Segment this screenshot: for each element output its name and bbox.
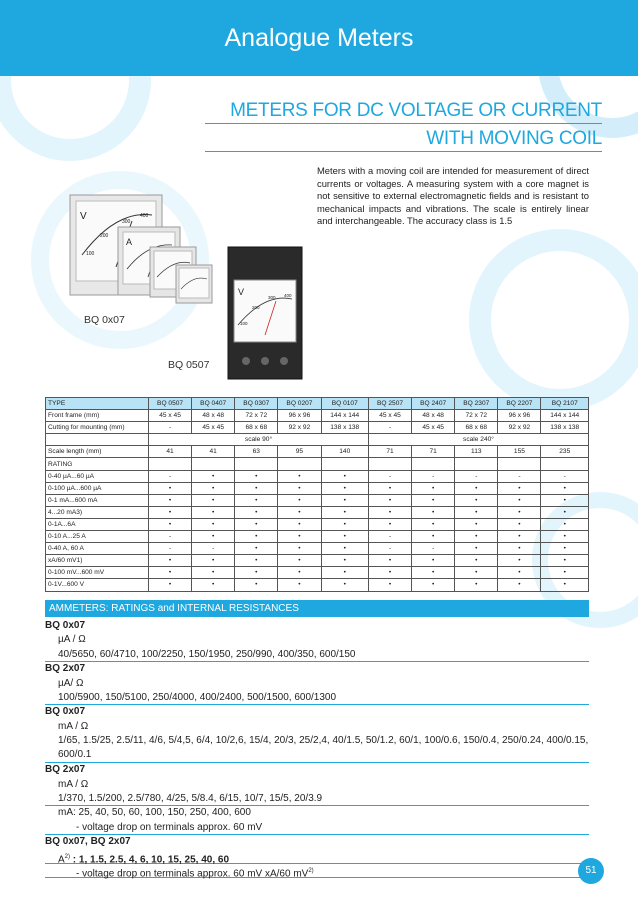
table-cell: 41 bbox=[192, 446, 235, 458]
rating-mark: • bbox=[368, 567, 411, 579]
rating-values: 1/370, 1.5/200, 2.5/780, 4/25, 5/8.4, 6/15, 10/7, 15/5, 20/3.9 bbox=[45, 792, 589, 806]
rating-mark: • bbox=[541, 555, 589, 567]
table-row bbox=[46, 470, 589, 482]
rating-mark: • bbox=[412, 567, 455, 579]
model-heading: BQ 0x07 bbox=[45, 620, 86, 631]
table-cell: 72 x 72 bbox=[455, 410, 498, 422]
ammeters-ratings bbox=[45, 619, 589, 878]
table-cell: - bbox=[149, 422, 192, 434]
rating-mark: • bbox=[321, 567, 368, 579]
table-row bbox=[46, 482, 589, 494]
rating-mark: • bbox=[321, 518, 368, 530]
scale-240-cell: scale 240° bbox=[368, 434, 588, 446]
rating-values: 40/5650, 60/4710, 100/2250, 150/1950, 250/990, 400/350, 600/150 bbox=[45, 648, 589, 662]
rating-mark: • bbox=[278, 543, 321, 555]
superscript: 2) bbox=[64, 853, 71, 860]
table-cell: 96 x 96 bbox=[278, 410, 321, 422]
meters-product-photo bbox=[60, 185, 310, 385]
rating-mark: • bbox=[278, 470, 321, 482]
superscript: 2) bbox=[308, 868, 314, 875]
rating-values: 1/65, 1.5/25, 2.5/11, 4/6, 5/4,5, 6/4, 10/2,6, 15/4, 20/3, 25/2,4, 40/1.5, 50/1.2, 60/1, 100/0.6, 150/0.4, 250/0.24, 400/0.15, 600/0.1 bbox=[45, 734, 589, 763]
table-cell: - bbox=[368, 422, 411, 434]
rating-mark: - bbox=[149, 470, 192, 482]
rating-mark: • bbox=[541, 482, 589, 494]
rating-mark: • bbox=[235, 543, 278, 555]
scale-label: 100 bbox=[86, 251, 95, 257]
table-cell bbox=[278, 458, 321, 470]
table-cell bbox=[455, 458, 498, 470]
rating-mark: • bbox=[498, 579, 541, 591]
table-cell bbox=[149, 458, 192, 470]
table-row bbox=[46, 458, 589, 470]
rating-mark: - bbox=[192, 543, 235, 555]
rating-list: : 1, 1.5, 2.5, 4, 6, 10, 15, 25, 40, 60 bbox=[70, 853, 230, 865]
table-cell bbox=[192, 458, 235, 470]
table-cell: 96 x 96 bbox=[498, 410, 541, 422]
rating-mark: • bbox=[278, 531, 321, 543]
table-cell: 92 x 92 bbox=[278, 422, 321, 434]
rating-mark: • bbox=[455, 531, 498, 543]
table-cell: 235 bbox=[541, 446, 589, 458]
table-cell: RATING bbox=[46, 458, 149, 470]
table-cell: BQ 0507 bbox=[149, 398, 192, 410]
rating-mark: • bbox=[498, 506, 541, 518]
footnote bbox=[45, 864, 589, 878]
table-cell: 138 x 138 bbox=[541, 422, 589, 434]
unit-label: mA / Ω bbox=[58, 778, 89, 790]
rating-mark: - bbox=[498, 470, 541, 482]
rating-mark: • bbox=[321, 506, 368, 518]
title-divider bbox=[205, 123, 602, 124]
scale-90-cell: scale 90° bbox=[149, 434, 369, 446]
table-cell bbox=[541, 458, 589, 470]
table-cell: 48 x 48 bbox=[192, 410, 235, 422]
model-heading: BQ 2x07 bbox=[45, 663, 86, 675]
rating-mark: • bbox=[235, 470, 278, 482]
rating-mark: • bbox=[541, 579, 589, 591]
rating-mark: • bbox=[541, 531, 589, 543]
rating-values: mA: 25, 40, 50, 60, 100, 150, 250, 400, 600 bbox=[58, 807, 251, 819]
rating-mark: • bbox=[498, 518, 541, 530]
rating-label: 0-100 µA...600 µA bbox=[46, 482, 149, 494]
rating-mark: • bbox=[192, 494, 235, 506]
rating-mark: • bbox=[455, 518, 498, 530]
rating-mark: • bbox=[412, 494, 455, 506]
rating-mark: • bbox=[412, 518, 455, 530]
table-cell bbox=[368, 458, 411, 470]
table-cell: 45 x 45 bbox=[412, 422, 455, 434]
table-cell: 41 bbox=[149, 446, 192, 458]
rating-mark: - bbox=[368, 531, 411, 543]
scale-label: A bbox=[126, 237, 133, 247]
rating-label: 0-1A...6A bbox=[46, 518, 149, 530]
table-row bbox=[46, 555, 589, 567]
table-cell: 68 x 68 bbox=[455, 422, 498, 434]
rating-mark: • bbox=[368, 579, 411, 591]
rating-mark: • bbox=[321, 482, 368, 494]
rating-mark: • bbox=[541, 506, 589, 518]
table-cell: 45 x 45 bbox=[149, 410, 192, 422]
rating-mark: • bbox=[235, 482, 278, 494]
rating-mark: • bbox=[192, 518, 235, 530]
rating-mark: • bbox=[321, 531, 368, 543]
rating-mark: • bbox=[278, 482, 321, 494]
rating-values bbox=[45, 850, 589, 864]
table-cell bbox=[412, 458, 455, 470]
model-heading: BQ 0x07 bbox=[45, 706, 86, 718]
rating-mark: • bbox=[541, 494, 589, 506]
section-title-line2: WITH MOVING COIL bbox=[426, 128, 602, 149]
rating-mark: • bbox=[412, 506, 455, 518]
rating-mark: • bbox=[498, 531, 541, 543]
rating-mark: - bbox=[455, 470, 498, 482]
table-cell: BQ 2307 bbox=[455, 398, 498, 410]
rating-mark: • bbox=[149, 555, 192, 567]
table-row bbox=[46, 422, 589, 434]
table-row bbox=[46, 506, 589, 518]
rating-label: 0-40 µA...60 µA bbox=[46, 470, 149, 482]
rating-mark: • bbox=[321, 470, 368, 482]
rating-mark: - bbox=[149, 543, 192, 555]
rating-mark: • bbox=[368, 518, 411, 530]
table-cell: 48 x 48 bbox=[412, 410, 455, 422]
table-cell: BQ 0107 bbox=[321, 398, 368, 410]
rating-mark: • bbox=[541, 567, 589, 579]
rating-mark: • bbox=[321, 579, 368, 591]
table-cell: Scale length (mm) bbox=[46, 446, 149, 458]
rating-mark: • bbox=[278, 518, 321, 530]
scale-label: V bbox=[80, 211, 87, 222]
table-cell: 71 bbox=[368, 446, 411, 458]
rating-mark: • bbox=[149, 518, 192, 530]
rating-mark: • bbox=[235, 579, 278, 591]
rating-mark: • bbox=[149, 482, 192, 494]
rating-rows bbox=[46, 470, 589, 591]
table-cell bbox=[321, 458, 368, 470]
table-cell: 63 bbox=[235, 446, 278, 458]
rating-mark: - bbox=[412, 470, 455, 482]
intro-paragraph: Meters with a moving coil are intended for measurement of direct currents or voltages. A measuring system with a core magnet is not sensitive to external electromagnetic fields and is resistant to mechanical impacts and vibrations. The scale is entirely linear and interchangeable. The accuracy class is 1.5 bbox=[317, 165, 589, 227]
rating-mark: • bbox=[278, 506, 321, 518]
scale-label: 400 bbox=[140, 213, 149, 219]
rating-mark: • bbox=[192, 555, 235, 567]
rating-mark: • bbox=[455, 494, 498, 506]
rating-mark: • bbox=[235, 506, 278, 518]
unit-label: µA / Ω bbox=[58, 634, 86, 646]
rating-mark: - bbox=[412, 543, 455, 555]
table-row bbox=[46, 398, 589, 410]
rating-mark: • bbox=[278, 494, 321, 506]
rating-mark: • bbox=[368, 494, 411, 506]
scale-label: 300 bbox=[122, 219, 131, 225]
rating-mark: • bbox=[321, 543, 368, 555]
spec-table bbox=[45, 397, 589, 592]
rating-mark: • bbox=[498, 555, 541, 567]
table-cell: TYPE bbox=[46, 398, 149, 410]
rating-mark: • bbox=[498, 482, 541, 494]
rating-mark: • bbox=[498, 494, 541, 506]
table-row bbox=[46, 518, 589, 530]
rating-mark: - bbox=[368, 470, 411, 482]
table-cell: 68 x 68 bbox=[235, 422, 278, 434]
table-cell bbox=[46, 434, 149, 446]
unit-label: mA / Ω bbox=[58, 720, 89, 732]
footnote: - voltage drop on terminals approx. 60 mV bbox=[45, 821, 589, 835]
rating-label: 0-100 mV...600 mV bbox=[46, 567, 149, 579]
rating-mark: • bbox=[278, 567, 321, 579]
table-cell: 155 bbox=[498, 446, 541, 458]
rating-mark: • bbox=[278, 555, 321, 567]
rating-mark: • bbox=[455, 506, 498, 518]
table-cell: BQ 0407 bbox=[192, 398, 235, 410]
rating-mark: - bbox=[541, 470, 589, 482]
rating-label: 0-10 A...25 A bbox=[46, 531, 149, 543]
footnote-text: - voltage drop on terminals approx. 60 mV xA/60 mV bbox=[76, 868, 309, 880]
rating-mark: • bbox=[412, 555, 455, 567]
rating-label: 0-40 A, 60 A bbox=[46, 543, 149, 555]
table-row bbox=[46, 567, 589, 579]
rating-mark: • bbox=[192, 579, 235, 591]
table-cell bbox=[498, 458, 541, 470]
table-row bbox=[46, 543, 589, 555]
scale-label: V bbox=[238, 287, 245, 297]
rating-mark: • bbox=[321, 494, 368, 506]
rating-mark: • bbox=[235, 555, 278, 567]
table-cell: BQ 0207 bbox=[278, 398, 321, 410]
scale-label: 200 bbox=[252, 305, 260, 310]
rating-mark: • bbox=[455, 482, 498, 494]
photo-caption: BQ 0507 bbox=[168, 359, 210, 371]
rating-label: xA/60 mV1) bbox=[46, 555, 149, 567]
rating-mark: • bbox=[192, 531, 235, 543]
rating-mark: • bbox=[368, 482, 411, 494]
table-cell: BQ 2407 bbox=[412, 398, 455, 410]
table-cell: 140 bbox=[321, 446, 368, 458]
table-cell: 92 x 92 bbox=[498, 422, 541, 434]
rating-mark: • bbox=[278, 579, 321, 591]
model-heading: BQ 2x07 bbox=[45, 764, 86, 776]
scale-label: 400 bbox=[284, 293, 292, 298]
rating-mark: • bbox=[412, 579, 455, 591]
page-number: 51 bbox=[578, 858, 604, 884]
photo-caption: BQ 0x07 bbox=[84, 314, 125, 326]
table-cell: BQ 0307 bbox=[235, 398, 278, 410]
table-row bbox=[46, 494, 589, 506]
rating-mark: • bbox=[149, 567, 192, 579]
table-row bbox=[46, 410, 589, 422]
rating-label: 4...20 mA3) bbox=[46, 506, 149, 518]
rating-label: 0-1 mA...600 mA bbox=[46, 494, 149, 506]
table-cell: 113 bbox=[455, 446, 498, 458]
title-divider bbox=[205, 151, 602, 152]
rating-mark: • bbox=[412, 482, 455, 494]
rating-mark: • bbox=[412, 531, 455, 543]
ammeters-section-title: AMMETERS: RATINGS and INTERNAL RESISTANCES bbox=[45, 600, 589, 617]
table-cell: BQ 2107 bbox=[541, 398, 589, 410]
rating-mark: • bbox=[455, 543, 498, 555]
table-cell: BQ 2207 bbox=[498, 398, 541, 410]
scale-label: 200 bbox=[100, 233, 109, 239]
table-cell: 144 x 144 bbox=[541, 410, 589, 422]
page-title: Analogue Meters bbox=[224, 24, 414, 52]
scale-label: 100 bbox=[240, 321, 248, 326]
rating-mark: • bbox=[235, 494, 278, 506]
table-row bbox=[46, 579, 589, 591]
table-cell: 72 x 72 bbox=[235, 410, 278, 422]
table-row bbox=[46, 434, 589, 446]
table-cell: Front frame (mm) bbox=[46, 410, 149, 422]
rating-mark: • bbox=[321, 555, 368, 567]
rating-mark: • bbox=[192, 567, 235, 579]
rating-mark: • bbox=[192, 470, 235, 482]
table-cell: 138 x 138 bbox=[321, 422, 368, 434]
rating-mark: • bbox=[192, 506, 235, 518]
scale-label: 300 bbox=[268, 295, 276, 300]
table-cell: BQ 2507 bbox=[368, 398, 411, 410]
rating-mark: • bbox=[149, 494, 192, 506]
rating-mark: • bbox=[149, 579, 192, 591]
rating-mark: • bbox=[541, 543, 589, 555]
rating-mark: • bbox=[455, 567, 498, 579]
rating-mark: • bbox=[541, 518, 589, 530]
unit-prefix: A bbox=[58, 853, 65, 865]
unit-label: µA/ Ω bbox=[58, 677, 84, 689]
table-cell: Cutting for mounting (mm) bbox=[46, 422, 149, 434]
rating-mark: • bbox=[368, 506, 411, 518]
rating-mark: - bbox=[368, 543, 411, 555]
section-title-line1: METERS FOR DC VOLTAGE OR CURRENT bbox=[230, 100, 602, 121]
rating-mark: • bbox=[498, 567, 541, 579]
rating-values: 100/5900, 150/5100, 250/4000, 400/2400, 500/1500, 600/1300 bbox=[45, 691, 589, 705]
rating-mark: • bbox=[455, 555, 498, 567]
rating-mark: • bbox=[192, 482, 235, 494]
table-cell: 45 x 45 bbox=[368, 410, 411, 422]
rating-mark: • bbox=[235, 567, 278, 579]
rating-mark: - bbox=[149, 531, 192, 543]
rating-mark: • bbox=[235, 531, 278, 543]
rating-mark: • bbox=[235, 518, 278, 530]
table-cell: 144 x 144 bbox=[321, 410, 368, 422]
table-cell: 45 x 45 bbox=[192, 422, 235, 434]
table-row bbox=[46, 446, 589, 458]
table-cell: 95 bbox=[278, 446, 321, 458]
rating-mark: • bbox=[368, 555, 411, 567]
rating-label: 0-1V...600 V bbox=[46, 579, 149, 591]
table-row bbox=[46, 531, 589, 543]
rating-mark: • bbox=[149, 506, 192, 518]
table-cell bbox=[235, 458, 278, 470]
model-heading: BQ 0x07, BQ 2x07 bbox=[45, 836, 131, 848]
rating-mark: • bbox=[455, 579, 498, 591]
rating-mark: • bbox=[498, 543, 541, 555]
table-cell: 71 bbox=[412, 446, 455, 458]
